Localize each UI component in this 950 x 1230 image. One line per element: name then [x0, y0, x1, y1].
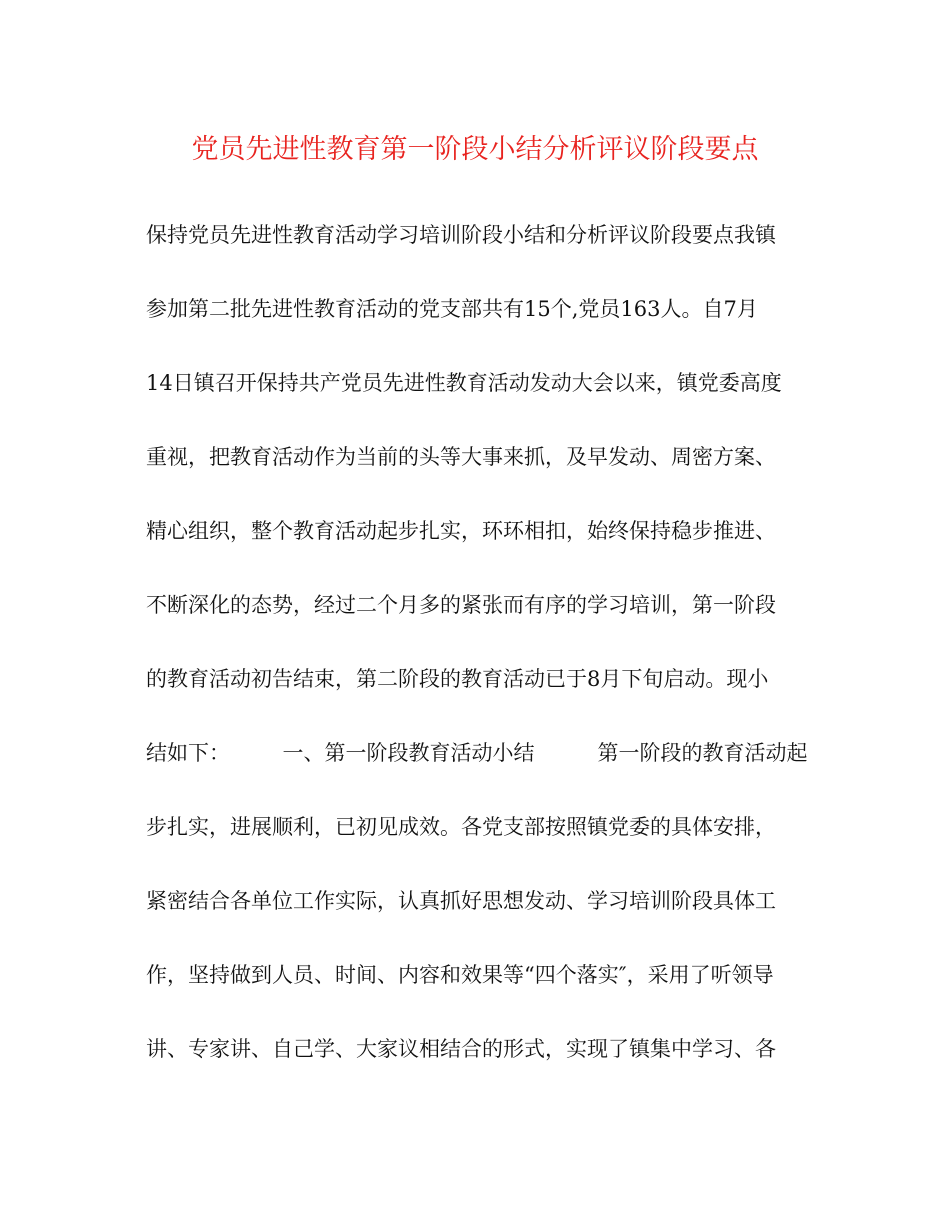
document-body — [146, 215, 816, 1103]
body-line: 精心组织，整个教育活动起步扎实，环环相扣，始终保持稳步推进、 — [146, 519, 776, 543]
body-line: 14日镇召开保持共产党员先进性教育活动发动大会以来，镇党委高度 — [146, 371, 782, 395]
body-line: 不断深化的态势，经过二个月多的紧张而有序的学习培训，第一阶段 — [146, 593, 776, 617]
body-line: 参加第二批先进性教育活动的党支部共有15个,党员163人。自7月 — [146, 297, 758, 321]
body-line: 步扎实，进展顺利，已初见成效。各党支部按照镇党委的具体安排， — [146, 815, 776, 839]
body-line: 的教育活动初告结束，第二阶段的教育活动已于8月下旬启动。现小 — [146, 667, 769, 691]
document-title: 党员先进性教育第一阶段小结分析评议阶段要点 — [191, 134, 759, 165]
body-line: 重视，把教育活动作为当前的头等大事来抓，及早发动、周密方案、 — [146, 445, 776, 469]
body-line: 结如下： 一、第一阶段教育活动小结 第一阶段的教育活动起 — [146, 741, 808, 765]
body-line: 保持党员先进性教育活动学习培训阶段小结和分析评议阶段要点我镇 — [146, 223, 776, 247]
body-line: 作，坚持做到人员、时间、内容和效果等“四个落实″，采用了听领导 — [146, 963, 774, 987]
body-line: 讲、专家讲、自己学、大家议相结合的形式，实现了镇集中学习、各 — [146, 1037, 776, 1061]
body-line: 紧密结合各单位工作实际，认真抓好思想发动、学习培训阶段具体工 — [146, 889, 776, 913]
